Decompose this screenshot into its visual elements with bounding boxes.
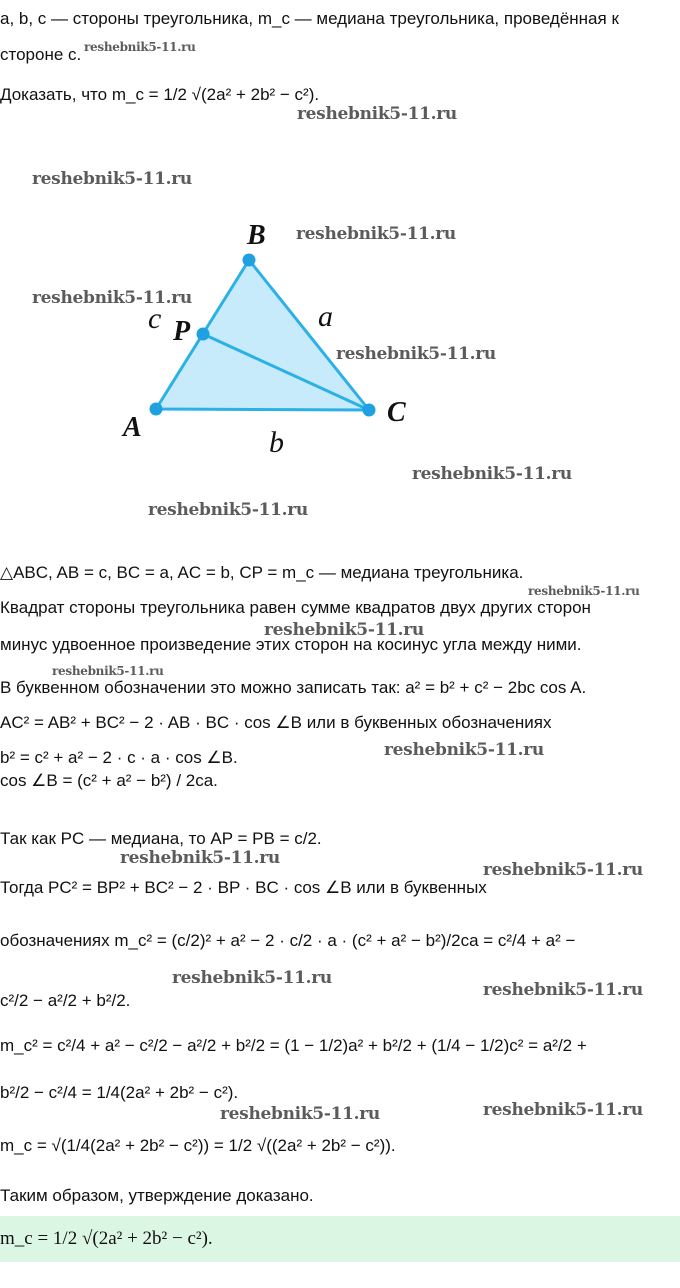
solution-line-8: Так как PC — медиана, то AP = PB = c/2. [0, 829, 322, 848]
label-side-b: b [269, 426, 284, 459]
watermark: reshebnik5-11.ru [220, 1104, 380, 1124]
answer-box [0, 1216, 680, 1262]
triangle-figure [0, 160, 680, 490]
watermark: reshebnik5-11.ru [172, 968, 332, 988]
point-b [243, 254, 256, 267]
label-side-a: a [318, 300, 333, 333]
label-b: B [247, 220, 266, 251]
problem-line-2: стороне c. [0, 45, 82, 64]
watermark: reshebnik5-11.ru [84, 40, 196, 54]
solution-line-5: AC² = AB² + BC² − 2 · AB · BC · cos ∠B или в буквенных обозначениях [0, 713, 552, 732]
problem-line-3: Доказать, что m_c = 1/2 √(2a² + 2b² − c²). [0, 85, 320, 104]
label-p: P [173, 316, 191, 347]
point-c [363, 404, 376, 417]
answer-formula: m_c = 1/2 √(2a² + 2b² − c²). [0, 1228, 213, 1249]
watermark: reshebnik5-11.ru [297, 104, 457, 124]
solution-line-12: m_c² = c²/4 + a² − c²/2 − a²/2 + b²/2 = (1 − 1/2)a² + b²/2 + (1/4 − 1/2)c² = a²/2 + [0, 1036, 587, 1055]
problem-line-1: a, b, c — стороны треугольника, m_c — медиана треугольника, проведённая к [0, 9, 619, 28]
watermark: reshebnik5-11.ru [32, 169, 192, 189]
point-p [197, 328, 210, 341]
solution-line-9: Тогда PC² = BP² + BC² − 2 · BP · BC · cos ∠B или в буквенных [0, 878, 487, 897]
solution-line-14: m_c = √(1/4(2a² + 2b² − c²)) = 1/2 √((2a² + 2b² − c²)). [0, 1136, 396, 1155]
watermark: reshebnik5-11.ru [120, 848, 280, 868]
label-side-c: c [148, 302, 162, 335]
watermark: reshebnik5-11.ru [483, 1100, 643, 1120]
solution-line-7: cos ∠B = (c² + a² − b²) / 2ca. [0, 771, 218, 790]
solution-line-15: Таким образом, утверждение доказано. [0, 1186, 314, 1205]
solution-line-6: b² = c² + a² − 2 · c · a · cos ∠B. [0, 748, 238, 767]
watermark: reshebnik5-11.ru [528, 584, 640, 598]
label-a: A [123, 412, 142, 443]
watermark: reshebnik5-11.ru [483, 980, 643, 1000]
solution-line-2: Квадрат стороны треугольника равен сумме квадратов двух других сторон [0, 598, 591, 617]
watermark: reshebnik5-11.ru [336, 344, 496, 364]
solution-line-13: b²/2 − c²/4 = 1/4(2a² + 2b² − c²). [0, 1083, 239, 1102]
watermark: reshebnik5-11.ru [32, 288, 192, 308]
watermark: reshebnik5-11.ru [148, 500, 308, 520]
solution-line-4: В буквенном обозначении это можно записать так: a² = b² + c² − 2bc cos A. [0, 678, 587, 697]
watermark: reshebnik5-11.ru [384, 740, 544, 760]
solution-line-1: △ABC, AB = c, BC = a, AC = b, CP = m_c — медиана треугольника. [0, 563, 524, 582]
solution-line-3: минус удвоенное произведение этих сторон на косинус угла между ними. [0, 635, 582, 654]
solution-line-11: c²/2 − a²/2 + b²/2. [0, 991, 131, 1010]
watermark: reshebnik5-11.ru [296, 224, 456, 244]
solution-line-10: обозначениях m_c² = (c/2)² + a² − 2 · c/2 · a · (c² + a² − b²)/2ca = c²/4 + a² − [0, 931, 576, 950]
watermark: reshebnik5-11.ru [52, 664, 164, 678]
point-a [150, 403, 163, 416]
watermark: reshebnik5-11.ru [412, 464, 572, 484]
watermark: reshebnik5-11.ru [264, 620, 424, 640]
watermark: reshebnik5-11.ru [483, 860, 643, 880]
label-c: C [387, 397, 406, 428]
